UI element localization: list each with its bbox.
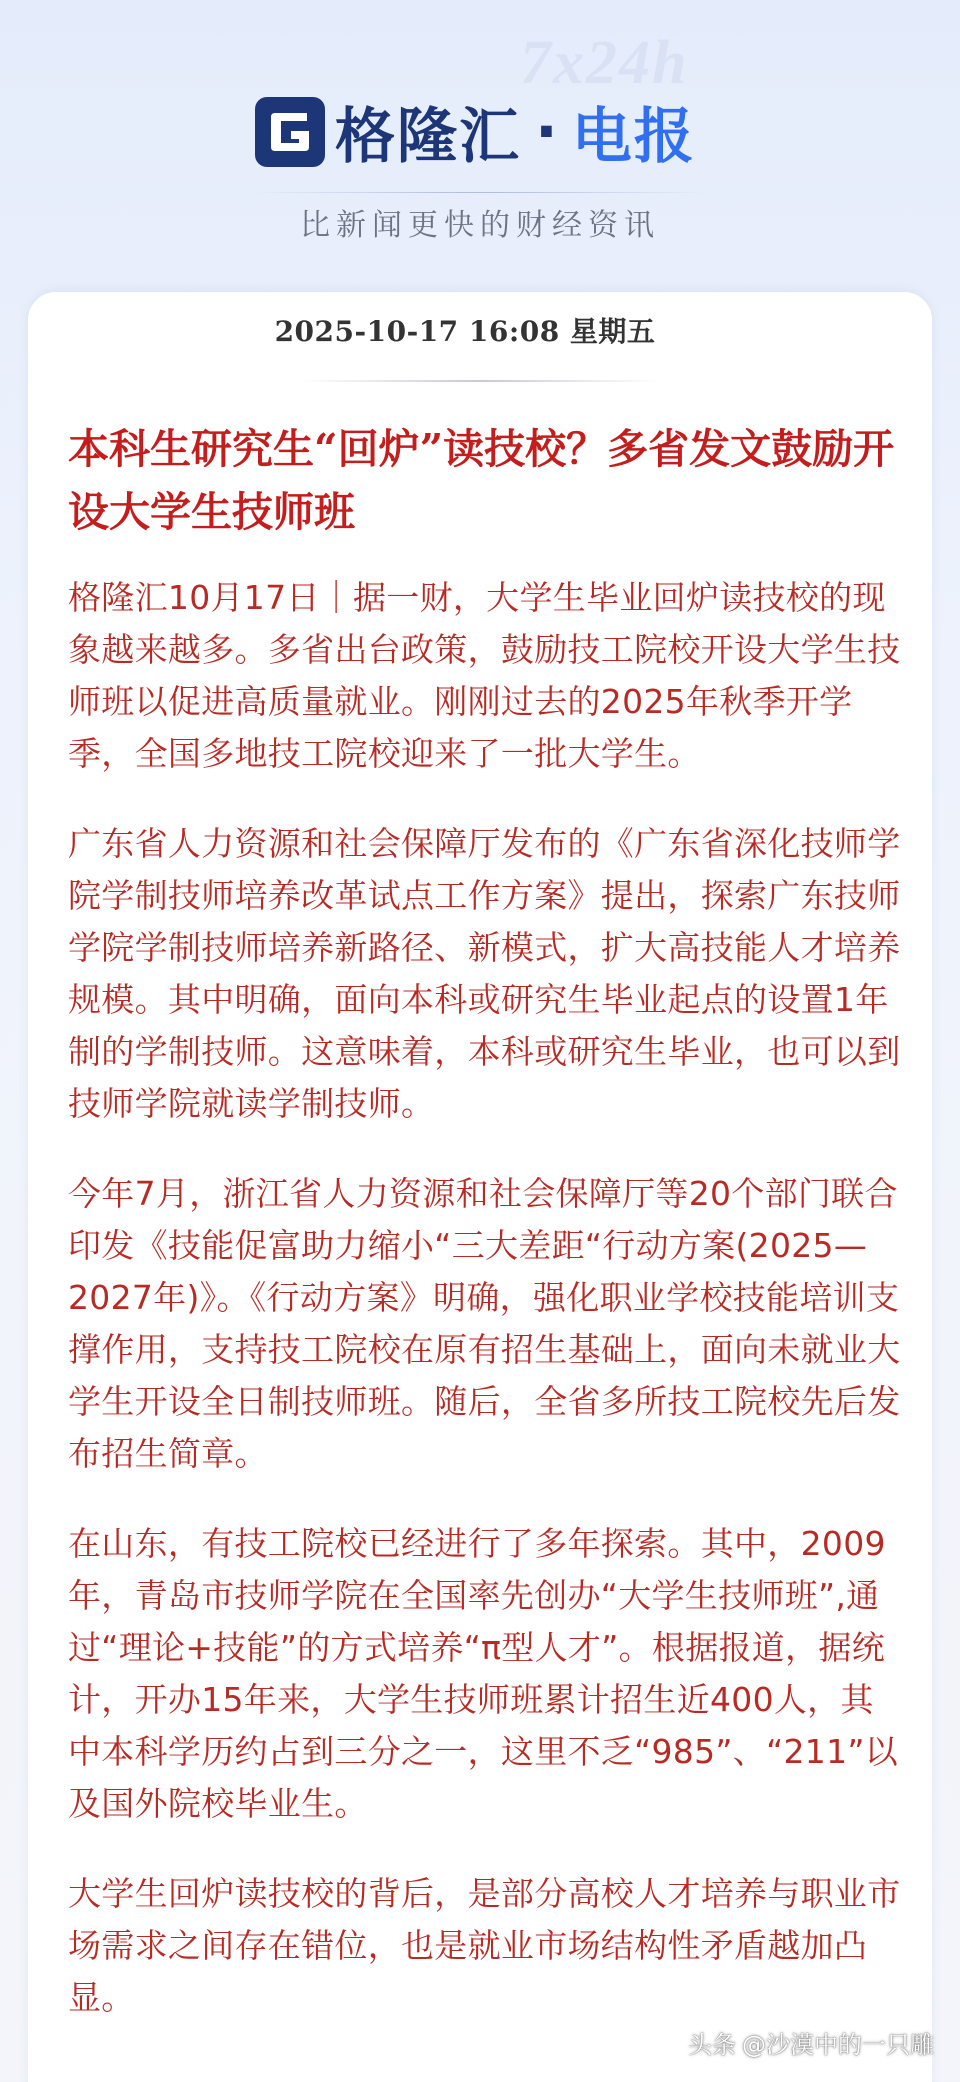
source-label: 头条 <box>688 2031 736 2059</box>
article-body <box>68 572 904 2062</box>
datetime-underline <box>300 380 660 382</box>
source-watermark <box>688 2025 934 2060</box>
article-paragraph: 在山东，有技工院校已经进行了多年探索。其中，2009年，青岛市技师学院在全国率先创办“大学生技师班”,通过“理论+技能”的方式培养“π型人才”。根据报道，据统计，开办15年来，大学生技师班累计招生近400人，其中本科学历约占到三分之一，这里不乏“985”、“211”以及国外院校毕业生。 <box>68 1524 899 1823</box>
author-handle: @沙漠中的一只雕 <box>742 2031 934 2059</box>
watermark-7x24h: 7x24h <box>520 29 689 97</box>
article-paragraph: 大学生回炉读技校的背后，是部分高校人才培养与职业市场需求之间存在错位，也是就业市场结构性矛盾越加凸显。 <box>68 1874 901 2017</box>
article-title: 本科生研究生“回炉”读技校？多省发文鼓励开设大学生技师班 <box>68 425 895 536</box>
brand-product: 电报 <box>571 102 696 172</box>
header-divider <box>250 192 710 193</box>
header <box>0 0 960 290</box>
brand-name: 格隆汇 <box>335 102 521 172</box>
article-paragraph: 今年7月，浙江省人力资源和社会保障厅等20个部门联合印发《技能促富助力缩小“三大差距“行动方案(2025—2027年)》。《行动方案》明确，强化职业学校技能培训支撑作用，支持技工院校在原有招生基础上，面向未就业大学生开设全日制技师班。随后，全省多所技工院校先后发布招生简章。 <box>68 1174 901 1473</box>
slogan: 比新闻更快的财经资讯 <box>300 208 660 243</box>
article-datetime: 2025-10-17 16:08 星期五 <box>274 315 656 348</box>
brand-logo <box>255 92 696 172</box>
article-paragraph: 广东省人力资源和社会保障厅发布的《广东省深化技师学院学制技师培养改革试点工作方案》提出，探索广东技师学院学制技师培养新路径、新模式，扩大高技能人才培养规模。其中明确，面向本科或研究生毕业起点的设置1年制的学制技师。这意味着，本科或研究生毕业，也可以到技师学院就读学制技师。 <box>68 824 901 1123</box>
gelonghui-logo-icon <box>255 97 325 167</box>
article-paragraph: 格隆汇10月17日｜据一财，大学生毕业回炉读技校的现象越来越多。多省出台政策，鼓励技工院校开设大学生技师班以促进高质量就业。刚刚过去的2025年秋季开学季，全国多地技工院校迎来了一批大学生。 <box>68 578 901 773</box>
brand-dot: · <box>535 97 558 167</box>
